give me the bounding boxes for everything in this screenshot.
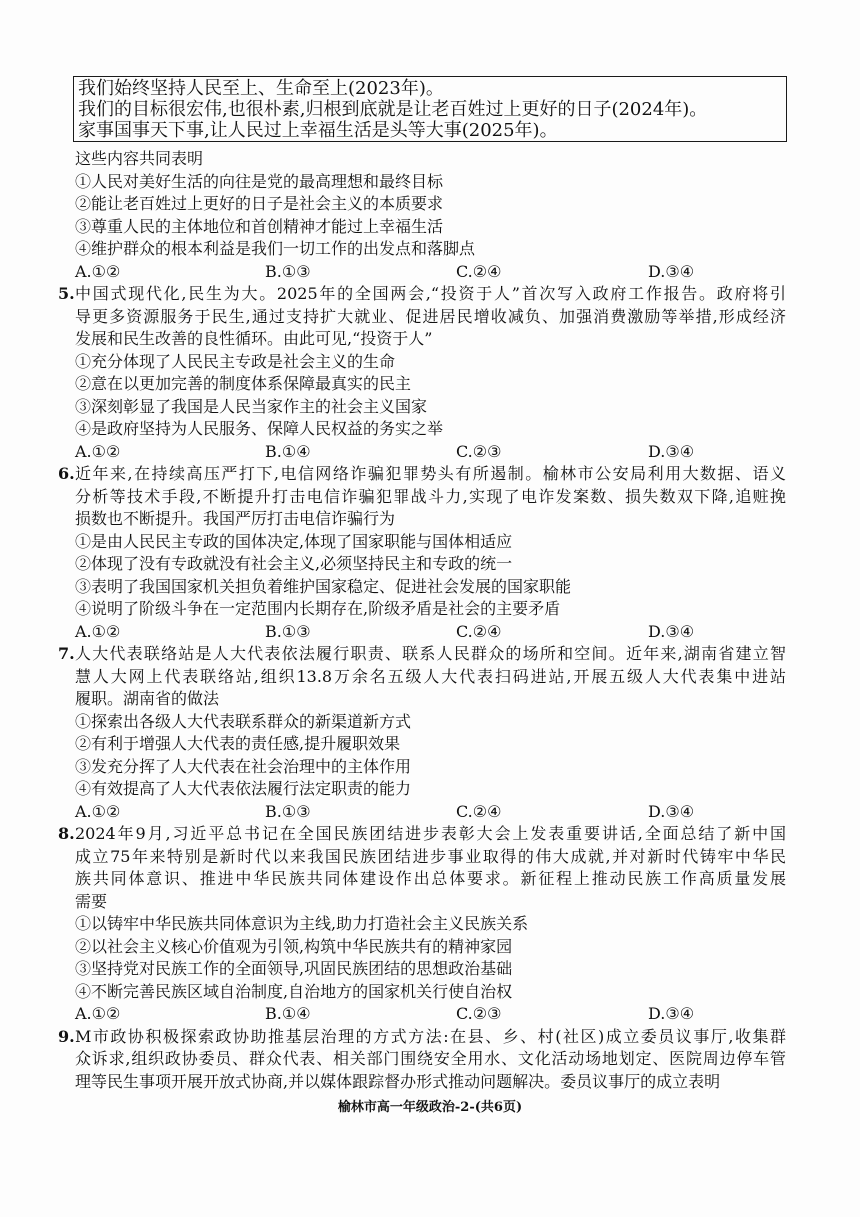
option-d: D.③④ — [648, 441, 695, 461]
option-a: A.①② — [75, 441, 121, 461]
question-4-statement: ③尊重人民的主体地位和首创精神才能过上幸福生活 — [75, 216, 444, 236]
question-4-statement: ②能让老百姓过上更好的日子是社会主义的本质要求 — [75, 194, 444, 213]
question-6-statement: ③表明了我国国家机关担负着维护国家稳定、促进社会发展的国家职能 — [75, 576, 572, 596]
stem-text: 近年来,在持续高压严打下,电信网络诈骗犯罪势头有所遏制。榆林市公安局利用大数据、语义 — [75, 464, 786, 483]
option-d: D.③④ — [648, 801, 695, 821]
question-6-statement: ④说明了阶级斗争在一定范围内长期存在,阶级矛盾是社会的主要矛盾 — [75, 599, 561, 618]
question-7-options — [58, 801, 786, 824]
question-number: 6. — [58, 464, 75, 483]
option-a: A.①② — [75, 801, 121, 821]
question-6-statement: ②体现了没有专政就没有社会主义,必须坚持民主和专政的统一 — [75, 554, 513, 573]
quote-box — [73, 76, 787, 142]
question-4-statement: ④维护群众的根本利益是我们一切工作的出发点和落脚点 — [75, 239, 476, 258]
option-a: A.①② — [75, 261, 121, 281]
question-6-stem-line: 损数也不断提升。我国严厉打击电信诈骗行为 — [75, 509, 396, 528]
option-a: A.①② — [75, 1004, 121, 1023]
question-5-statement: ④是政府坚持为人民服务、保障人民权益的务实之举 — [75, 419, 444, 438]
question-6-stem-line — [58, 463, 786, 486]
option-b: B.①③ — [265, 621, 311, 641]
question-7-statement: ④有效提高了人大代表依法履行法定职责的能力 — [75, 779, 412, 798]
option-c: C.②④ — [456, 621, 502, 641]
question-8-statement: ④不断完善民族区域自治制度,自治地方的国家机关行使自治权 — [75, 981, 513, 1001]
question-9-stem-line — [58, 1026, 786, 1049]
quote-line: 我们始终坚持人民至上、生命至上(2023年)。 — [78, 78, 444, 99]
option-a: A.①② — [75, 621, 121, 641]
stem-text: 中国式现代化,民生为大。2025年的全国两会,“投资于人”首次写入政府工作报告。政府将引 — [75, 284, 786, 303]
question-9-stem-line: 理等民生事项开展开放式协商,并以媒体跟踪督办形式推动问题解决。委员议事厅的成立表明 — [75, 1071, 721, 1091]
question-5-stem-line: 导更多资源服务于民生,通过支持扩大就业、促进居民增收减负、加强消费激励等举措,形成经济 — [75, 306, 786, 326]
question-5-statement: ②意在以更加完善的制度体系保障最真实的民主 — [75, 374, 412, 393]
question-8-statement: ③坚持党对民族工作的全面领导,巩固民族团结的思想政治基础 — [75, 959, 513, 978]
option-c: C.②③ — [456, 441, 502, 461]
question-number: 8. — [58, 824, 75, 843]
question-number: 5. — [58, 284, 75, 303]
question-number: 7. — [58, 644, 75, 663]
option-b: B.①④ — [265, 1004, 311, 1023]
page-footer: 榆林市高一年级政治-2-(共6页) — [337, 1100, 523, 1115]
question-7-stem-line: 履职。湖南省的做法 — [75, 689, 220, 708]
question-7-stem-line: 慧人大网上代表联络站,组织13.8万余名五级人大代表扫码进站,开展五级人大代表集中进站 — [75, 666, 786, 686]
option-b: B.①④ — [265, 441, 311, 461]
question-7-statement: ②有利于增强人大代表的责任感,提升履职效果 — [75, 734, 401, 753]
option-d: D.③④ — [648, 261, 695, 281]
stem-text: 2024年9月,习近平总书记在全国民族团结进步表彰大会上发表重要讲话,全面总结了新中国 — [75, 824, 786, 843]
question-6-options — [58, 621, 786, 644]
quote-line: 我们的目标很宏伟,也很朴素,归根到底就是让老百姓过上更好的日子(2024年)。 — [78, 99, 708, 120]
question-4-lead: 这些内容共同表明 — [75, 149, 204, 168]
question-5-stem-line: 发展和民生改善的良性循环。由此可见,“投资于人” — [75, 329, 433, 348]
question-8-statement: ②以社会主义核心价值观为引领,构筑中华民族共有的精神家园 — [75, 936, 513, 956]
question-6-stem-line: 分析等技术手段,不断提升打击电信诈骗犯罪战斗力,实现了电诈发案数、损失数双下降,追赃挽 — [75, 486, 786, 506]
option-d: D.③④ — [648, 1004, 695, 1023]
option-d: D.③④ — [648, 621, 695, 641]
stem-text: M市政协积极探索政协助推基层治理的方式方法:在县、乡、村(社区)成立委员议事厅,收集群 — [75, 1026, 786, 1046]
option-b: B.①③ — [265, 261, 311, 281]
question-6-statement: ①是由人民民主专政的国体决定,体现了国家职能与国体相适应 — [75, 531, 513, 551]
question-7-statement: ①探索出各级人大代表联系群众的新渠道新方式 — [75, 711, 412, 731]
question-8-stem-line: 成立75年来特别是新时代以来我国民族团结进步事业取得的伟大成就,并对新时代铸牢中华民 — [75, 846, 786, 866]
question-number: 9. — [58, 1026, 75, 1046]
option-c: C.②③ — [456, 1004, 502, 1023]
question-7-statement: ③发充分挥了人大代表在社会治理中的主体作用 — [75, 756, 412, 776]
question-4-statement: ①人民对美好生活的向往是党的最高理想和最终目标 — [75, 171, 444, 191]
question-7-stem-line — [58, 643, 786, 666]
question-9-stem-line: 众诉求,组织政协委员、群众代表、相关部门围绕安全用水、文化活动场地划定、医院周边停车管 — [75, 1049, 786, 1068]
question-5-options — [58, 441, 786, 464]
option-c: C.②④ — [456, 261, 502, 281]
question-5-stem-line — [58, 283, 786, 306]
question-8-statement: ①以铸牢中华民族共同体意识为主线,助力打造社会主义民族关系 — [75, 914, 529, 933]
question-8-stem-line: 需要 — [75, 891, 108, 911]
question-list — [58, 148, 786, 1093]
question-8-stem-line: 族共同体意识、推进中华民族共同体建设作出总体要求。新征程上推动民族工作高质量发展 — [75, 869, 786, 888]
option-c: C.②④ — [456, 801, 502, 821]
quote-line: 家事国事天下事,让人民过上幸福生活是头等大事(2025年)。 — [78, 120, 558, 141]
question-8-stem-line — [58, 823, 786, 846]
option-b: B.①③ — [265, 801, 311, 821]
question-5-statement: ①充分体现了人民民主专政是社会主义的生命 — [75, 351, 396, 371]
question-5-statement: ③深刻彰显了我国是人民当家作主的社会主义国家 — [75, 396, 428, 416]
question-8-options — [58, 1003, 786, 1026]
question-4-options — [58, 261, 786, 284]
stem-text: 人大代表联络站是人大代表依法履行职责、联系人民群众的场所和空间。近年来,湖南省建立智 — [75, 644, 786, 663]
